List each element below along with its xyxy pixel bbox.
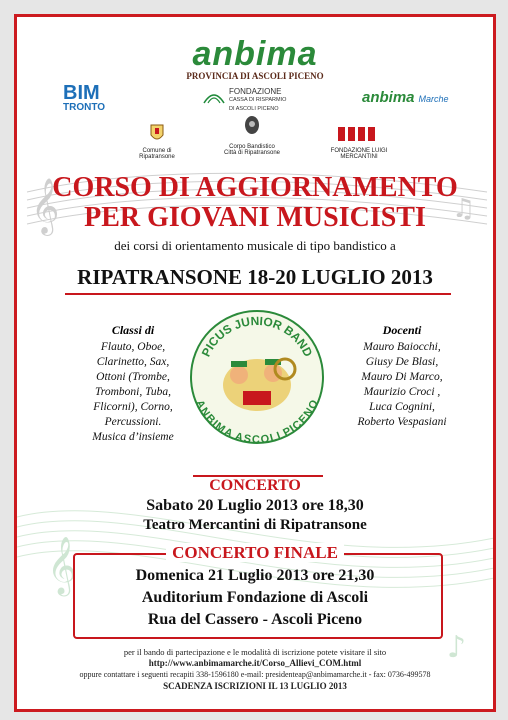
comune-crest-icon	[149, 123, 165, 143]
footer-deadline: SCADENZA ISCRIZIONI IL 13 LUGLIO 2013	[163, 681, 347, 691]
docente-line: Mauro Di Marco,	[361, 371, 443, 383]
bim-tronto-logo	[63, 83, 127, 113]
finale-line-3: Rua del Cassero - Ascoli Piceno	[147, 611, 363, 628]
classi-line: Clarinetto, Sax,	[96, 356, 170, 368]
anbima-marche-label: anbima	[362, 89, 415, 106]
poster	[14, 14, 496, 712]
mercantini-caption: FONDAZIONE LUIGI MERCANTINI	[330, 148, 388, 160]
title-line-2: PER GIOVANI MUSICISTI	[84, 202, 426, 233]
corpo-caption-1: Corpo Bandistico	[229, 144, 275, 150]
docente-line: Mauro Baiocchi,	[363, 341, 441, 353]
classi-column	[73, 323, 193, 445]
footer-contact: oppure contattare i seguenti recapiti 338-1596180 e-mail: presidenteap@anbimamarche.it - fax: 0736-499578	[79, 670, 431, 679]
marche-label: Marche	[418, 94, 449, 104]
title-divider	[65, 293, 451, 295]
badge-bottom-text: ANBIMA ASCOLI PICENO	[193, 398, 321, 447]
subtitle: dei corsi di orientamento musicale di tipo bandistico a	[114, 238, 396, 253]
corpo-emblem-icon	[243, 115, 261, 139]
docenti-heading: Docenti	[382, 323, 422, 337]
classi-line: Musica d’insieme	[92, 431, 174, 443]
anbima-logo: anbima	[192, 35, 318, 73]
classi-line: Tromboni, Tuba,	[95, 386, 171, 398]
classi-line: Ottoni (Trombe,	[96, 371, 170, 383]
finale-line-1: Domenica 21 Luglio 2013 ore 21,30	[135, 567, 375, 584]
tronto-label: TRONTO	[63, 102, 106, 113]
fondazione-line1: FONDAZIONE	[229, 87, 282, 96]
concerto-finale-heading-wrap	[17, 543, 493, 563]
docente-line: Luca Cognini,	[369, 401, 435, 413]
classi-line: Percussioni.	[104, 416, 162, 428]
docente-line: Roberto Vespasiani	[357, 416, 447, 428]
fondazione-line3: DI ASCOLI PICENO	[229, 106, 279, 112]
title-line-1: CORSO DI AGGIORNAMENTO	[52, 172, 458, 203]
footer-line-1: per il bando di partecipazione e le modalità di iscrizione potete visitare il sito	[123, 647, 387, 657]
docenti-column	[337, 323, 467, 430]
finale-line-2: Auditorium Fondazione di Ascoli	[141, 589, 369, 606]
classi-line: Flauto, Oboe,	[100, 341, 166, 353]
classi-heading: Classi di	[111, 323, 155, 337]
provincia-label: PROVINCIA DI ASCOLI PICENO	[186, 71, 324, 81]
bim-label: BIM	[63, 82, 100, 104]
music-note-icon: ♫	[452, 194, 476, 224]
fondazione-mercantini-logo	[319, 125, 399, 160]
concerto-line-2: Teatro Mercantini di Ripatransone	[143, 517, 367, 533]
fondazione-emblem-icon	[203, 89, 225, 105]
treble-clef-icon: 𝄞	[31, 178, 60, 234]
corpo-bandistico-logo	[217, 115, 287, 156]
concerto-finale-heading: CONCERTO FINALE	[166, 543, 344, 562]
comune-caption: Comune di Ripatransone	[139, 148, 175, 160]
corpo-caption-2: Città di Ripatransone	[223, 150, 281, 156]
green-note-icon: ♪	[447, 630, 467, 665]
classi-line: Flicorni), Corno,	[93, 401, 173, 413]
green-clef-icon: 𝄞	[47, 536, 77, 594]
badge-top-text: PICUS JUNIOR BAND	[198, 313, 316, 359]
concerto-heading: CONCERTO	[209, 477, 301, 494]
fondazione-line2: CASSA DI RISPARMIO	[229, 97, 287, 103]
docente-line: Giusy De Blasi,	[365, 356, 439, 368]
place-date: RIPATRANSONE 18-20 LUGLIO 2013	[77, 265, 433, 289]
picus-band-logo	[187, 307, 327, 447]
concerto-line-1: Sabato 20 Luglio 2013 ore 18,30	[146, 497, 364, 514]
anbima-marche-logo	[362, 89, 449, 107]
picus-badge	[187, 307, 327, 447]
mercantini-emblem-icon	[336, 125, 382, 143]
footer-url[interactable]: http://www.anbimamarche.it/Corso_Allievi_COM.html	[148, 658, 362, 668]
comune-logo	[129, 123, 185, 160]
docente-line: Maurizio Croci ,	[363, 386, 441, 398]
